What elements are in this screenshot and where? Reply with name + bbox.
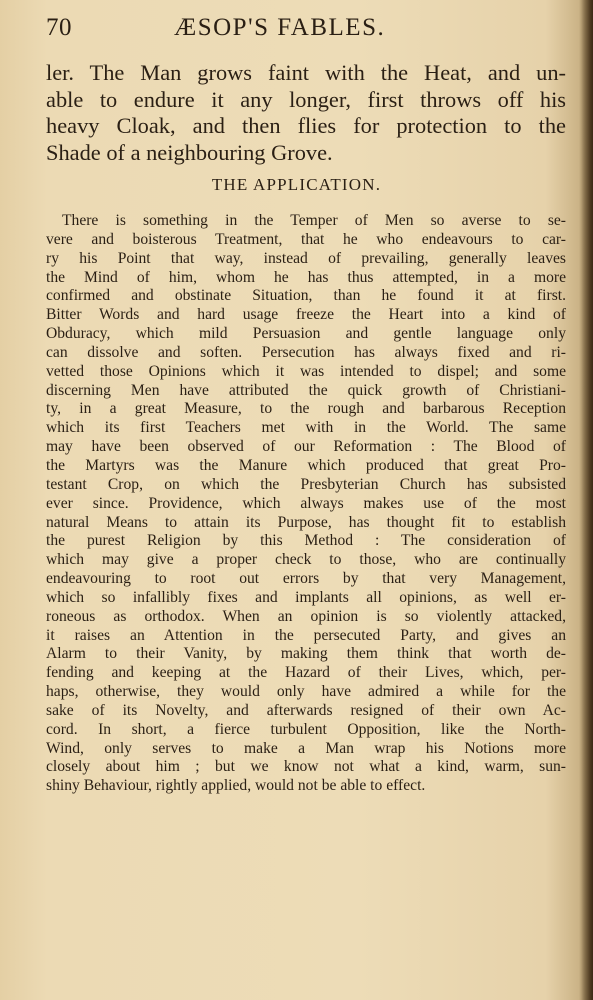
text-line: Shade of a neighbouring Grove.: [46, 139, 333, 165]
text-line: the Martyrs was the Manure which produced that great Pro-: [46, 456, 566, 474]
text-line: Obduracy, which mild Persuasion and gentle language only: [46, 325, 566, 343]
text-line: Alarm to their Vanity, by making them think that worth de-: [46, 645, 566, 663]
text-line: haps, otherwise, they would only have admired a while for the: [46, 683, 566, 701]
text-line: There is something in the Temper of Men so averse to se-: [62, 212, 566, 229]
running-head: [46, 8, 566, 46]
text-line: the Mind of him, whom he has thus attempted, in a more: [46, 268, 566, 286]
text-line: which may give a proper check to those, who are continually: [46, 551, 566, 569]
page-edge-shadow: [579, 0, 593, 1000]
text-line: fending and keeping at the Hazard of their Lives, which, per-: [46, 664, 566, 682]
text-line: Bitter Words and hard usage freeze the Heart into a kind of: [46, 306, 566, 324]
text-line: testant Crop, on which the Presbyterian Church has subsisted: [46, 475, 566, 493]
text-line: which so infallibly fixes and implants all opinions, as well er-: [46, 588, 566, 606]
text-line: can dissolve and soften. Persecution has always fixed and ri-: [46, 343, 566, 361]
text-line: heavy Cloak, and then flies for protection to the: [46, 113, 566, 138]
text-line: cord. In short, a fierce turbulent Opposition, like the North-: [46, 720, 566, 738]
text-line: ty, in a great Measure, to the rough and barbarous Reception: [46, 400, 566, 418]
text-line: ever since. Providence, which always makes use of the most: [46, 494, 566, 512]
text-line: may have been observed of our Reformation : The Blood of: [46, 438, 566, 456]
text-line: confirmed and obstinate Situation, than he found it at first.: [46, 287, 566, 305]
page-number: 70: [46, 14, 72, 41]
text-line: natural Means to attain its Purpose, has thought fit to establish: [46, 513, 566, 531]
text-line: Wind, only serves to make a Man wrap his Notions more: [46, 739, 566, 757]
text-line: vere and boisterous Treatment, that he who endeavours to car-: [46, 230, 566, 248]
text-line: shiny Behaviour, rightly applied, would not be able to effect.: [46, 777, 426, 795]
text-line: closely about him ; but we know not what a kind, warm, sun-: [46, 758, 566, 776]
application-paragraph: [46, 212, 566, 796]
section-heading: THE APPLICATION.: [211, 175, 382, 194]
text-line: sake of its Novelty, and afterwards resigned of their own Ac-: [46, 701, 566, 719]
text-line: able to endure it any longer, first throws off his: [46, 86, 566, 112]
text-line: ry his Point that way, instead of prevailing, generally leaves: [46, 249, 566, 267]
running-title: ÆSOP'S FABLES.: [174, 14, 386, 41]
text-line: it raises an Attention in the persecuted Party, and gives an: [46, 626, 566, 644]
text-line: roneous as orthodox. When an opinion is so violently attacked,: [46, 607, 566, 625]
text-line: which its first Teachers met with in the World. The same: [46, 419, 566, 437]
fable-conclusion: [46, 60, 566, 166]
text-line: discerning Men have attributed the quick growth of Christiani-: [46, 381, 566, 399]
text-line: ler. The Man grows faint with the Heat, and un-: [46, 60, 566, 85]
text-line: vetted those Opinions which it was intended to dispel; and some: [46, 362, 566, 380]
text-line: endeavouring to root out errors by that very Management,: [46, 570, 566, 588]
text-line: the purest Religion by this Method : The consideration of: [46, 532, 566, 550]
